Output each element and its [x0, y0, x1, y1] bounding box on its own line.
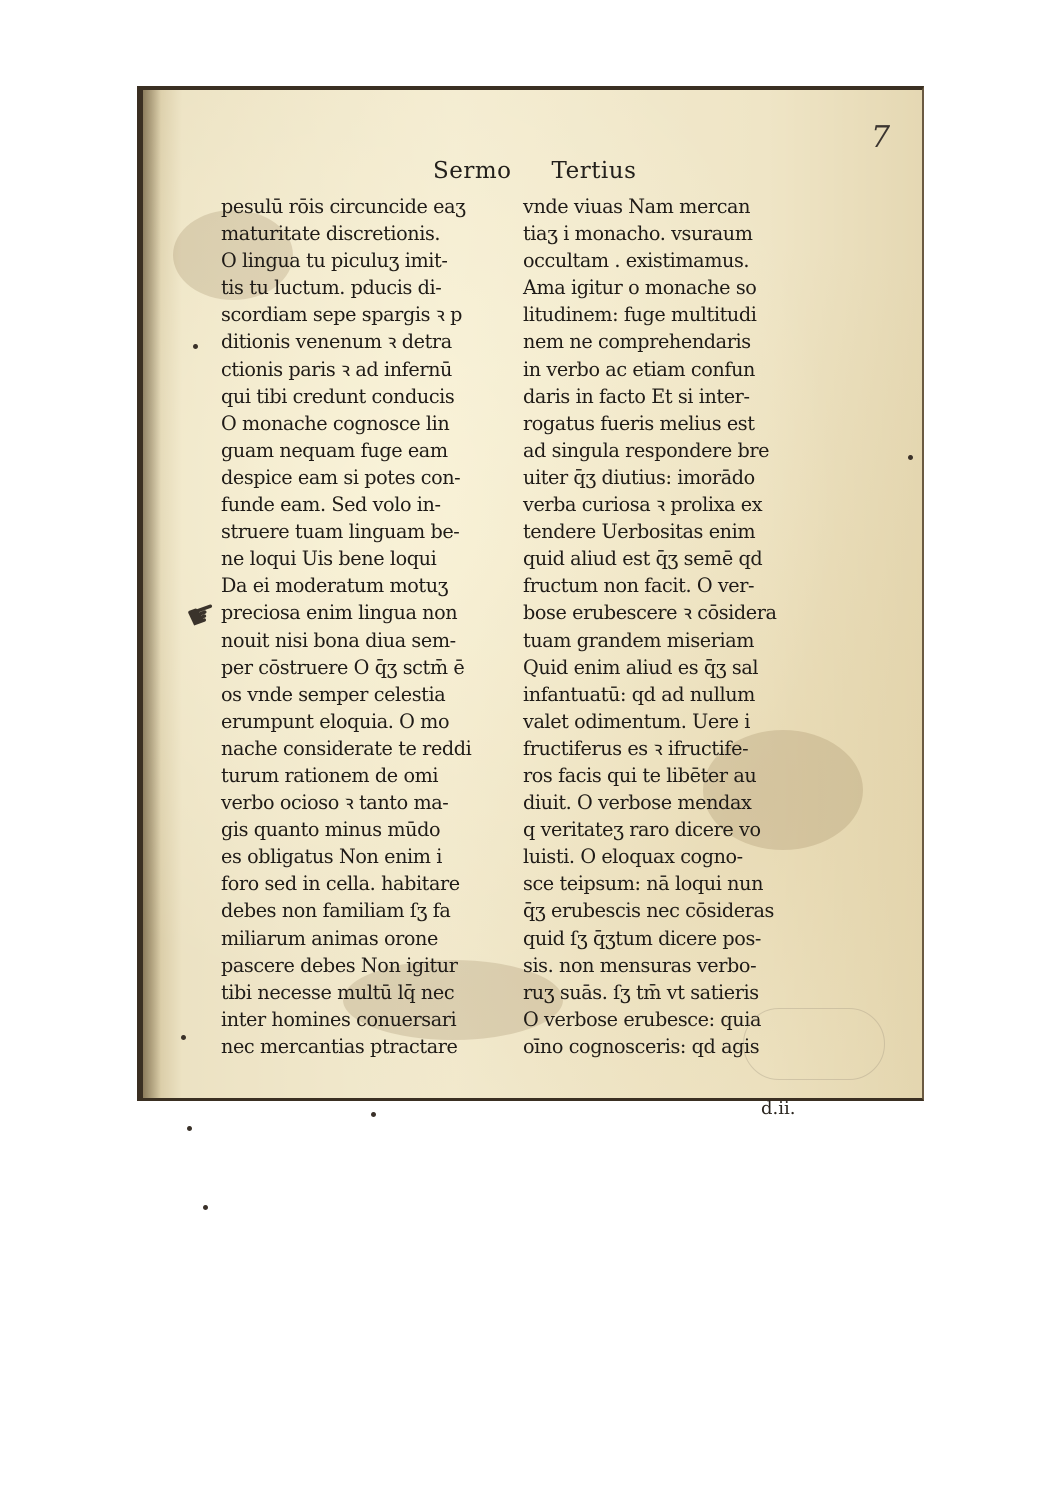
binding-shadow	[143, 90, 161, 1098]
text-line: pascere debes Non igitur	[221, 953, 458, 977]
text-line: ctionis paris ꝛ ad infernū	[221, 357, 453, 381]
text-line: gis quanto minus mūdo	[221, 818, 441, 842]
ink-speck	[908, 455, 913, 460]
text-line: funde eam. Sed volo in-	[221, 493, 441, 517]
text-line: verba curiosa ꝛ prolixa ex	[523, 493, 763, 517]
ink-speck	[187, 1126, 192, 1131]
text-line: litudinem: fuge multitudi	[523, 303, 757, 327]
scanned-page	[137, 86, 924, 1119]
text-line: per cōstruere O q̄ʒ sctm̄ ē	[221, 655, 465, 679]
text-line: tuam grandem miseriam	[523, 628, 755, 652]
text-line: occultam . existimamus.	[523, 249, 750, 273]
library-stamp-faint	[743, 1008, 885, 1080]
text-line: luisti. O eloquax cogno-	[523, 845, 743, 869]
text-line: diuit. O verbose mendax	[523, 791, 752, 815]
text-line: debes non familiam ſʒ fa	[221, 899, 451, 923]
text-line: preciosa enim lingua non	[221, 601, 458, 625]
ink-speck	[181, 1035, 186, 1040]
text-line: quid ſʒ q̄ʒtum dicere pos-	[523, 926, 761, 950]
text-line: ros facis qui te libēter au	[523, 763, 757, 787]
text-line: os vnde semper celestia	[221, 682, 446, 706]
running-head	[433, 158, 693, 184]
text-line: es obligatus Non enim i	[221, 845, 443, 869]
text-line: tibi necesse multū lq̄ nec	[221, 980, 455, 1004]
text-line: ad singula respondere bre	[523, 438, 770, 462]
text-line: q̄ʒ erubescis nec cōsideras	[523, 899, 774, 923]
text-line: qui tibi credunt conducis	[221, 384, 455, 408]
text-line: turum rationem de omi	[221, 763, 439, 787]
text-line: nec mercantias ptractare	[221, 1034, 458, 1058]
text-line: foro sed in cella. habitare	[221, 872, 460, 896]
running-head-word: Sermo	[433, 158, 512, 184]
text-line: O verbose erubesce: quia	[523, 1007, 761, 1031]
text-line: Quid enim aliud es q̄ʒ sal	[523, 655, 759, 679]
ink-speck	[203, 1205, 208, 1210]
text-line: verbo ocioso ꝛ tanto ma-	[221, 791, 449, 815]
text-line: in verbo ac etiam confun	[523, 357, 755, 381]
text-line: oīno cognosceris: qd agis	[523, 1034, 760, 1058]
text-line: tiaʒ i monacho. vsuraum	[523, 222, 753, 246]
text-line: nouit nisi bona diua sem-	[221, 628, 456, 652]
text-line: nache considerate te reddi	[221, 736, 472, 760]
text-line: fructiferus es ꝛ ifructife-	[523, 736, 749, 760]
folio-number: 7	[871, 120, 891, 155]
text-line: vnde viuas Nam mercan	[523, 195, 751, 218]
text-line: despice eam si potes con-	[221, 465, 461, 489]
text-line: fructum non facit. O ver-	[523, 574, 755, 598]
text-line: miliarum animas orone	[221, 926, 438, 950]
text-line: tis tu luctum. pducis di-	[221, 276, 442, 300]
text-line: O lingua tu piculuʒ imit-	[221, 249, 448, 273]
text-line: ditionis venenum ꝛ detra	[221, 330, 452, 354]
text-line: Ama igitur o monache so	[523, 276, 757, 300]
text-line: bose erubescere ꝛ cōsidera	[523, 601, 777, 625]
text-line: scordiam sepe spargis ꝛ p	[221, 303, 462, 327]
text-line: ruʒ suās. ſʒ tm̄ vt satieris	[523, 980, 759, 1004]
text-line: daris in facto Et si inter-	[523, 384, 750, 408]
text-column-right	[523, 193, 823, 1060]
text-line: sis. non mensuras verbo-	[523, 953, 757, 977]
text-line: tendere Uerbositas enim	[523, 520, 756, 544]
marginal-manicule-icon: ☛	[181, 590, 224, 640]
text-line: maturitate discretionis.	[221, 222, 441, 246]
text-line: rogatus fueris melius est	[523, 411, 755, 435]
text-line: nem ne comprehendaris	[523, 330, 751, 354]
text-line: ne loqui Uis bene loqui	[221, 547, 437, 571]
text-column-left	[221, 193, 521, 1060]
text-line: guam nequam fuge eam	[221, 438, 448, 462]
ink-speck	[371, 1112, 376, 1117]
text-line: infantuatū: qd ad nullum	[523, 682, 755, 706]
text-line: valet odimentum. Uere i	[523, 709, 751, 733]
text-line: struere tuam linguam be-	[221, 520, 460, 544]
ink-speck	[193, 344, 198, 349]
text-line: inter homines conuersari	[221, 1007, 457, 1031]
text-line: quid aliud est q̄ʒ semē qd	[523, 547, 763, 571]
text-line: pesulū rōis circuncide eaʒ	[221, 195, 466, 218]
text-line: sce teipsum: nā loqui nun	[523, 872, 764, 896]
signature-mark: d.ii.	[761, 1098, 796, 1119]
text-line: O monache cognosce lin	[221, 411, 450, 435]
text-line: erumpunt eloquia. O mo	[221, 709, 450, 733]
running-head-word: Tertius	[551, 158, 637, 184]
text-line: q veritateʒ raro dicere vo	[523, 818, 761, 842]
text-line: uiter q̄ʒ diutius: imorādo	[523, 465, 755, 489]
text-line: Da ei moderatum motuʒ	[221, 574, 449, 598]
